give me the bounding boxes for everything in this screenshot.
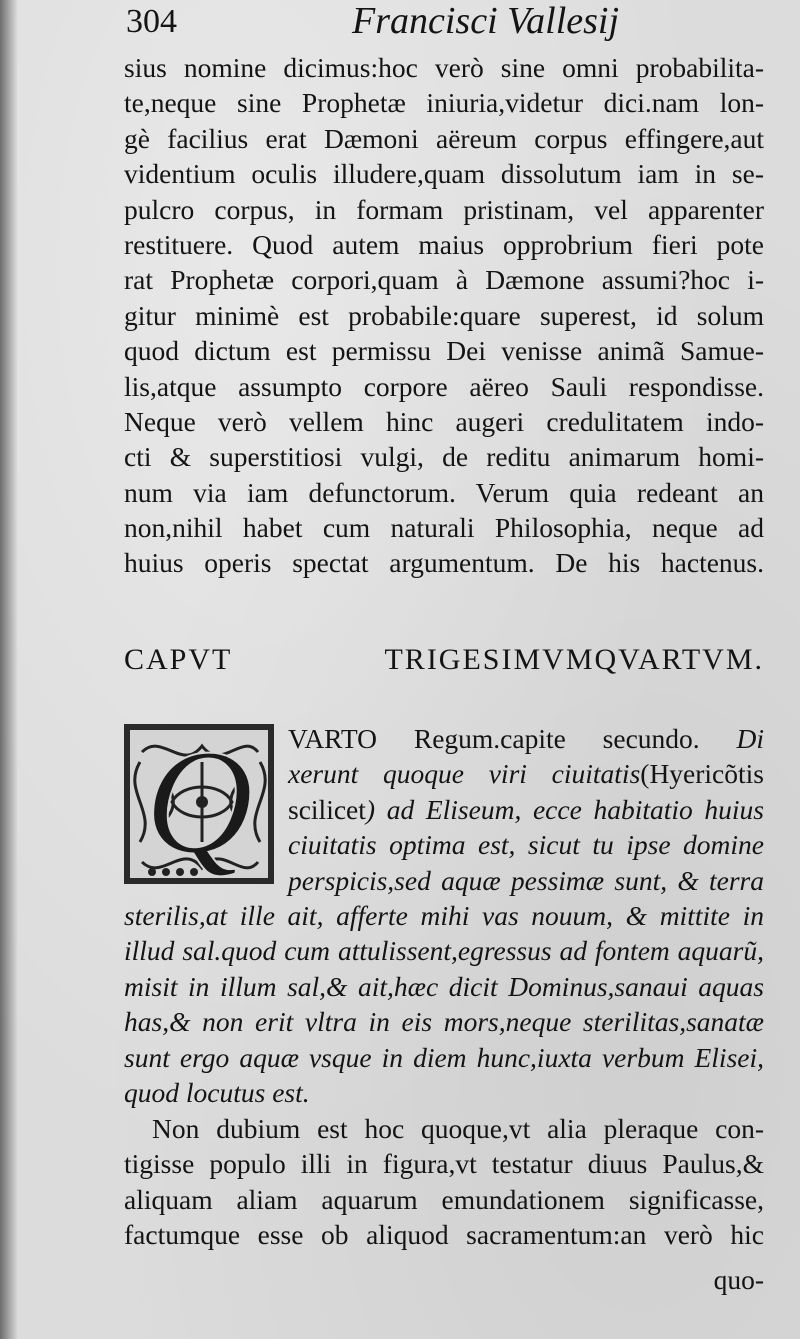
text-line: huius operis spectat argumentum. De his hactenus. [124,547,764,579]
text-line: factumque esse ob aliquod sacramentum:an verò hic [124,1219,764,1251]
text-segment: xerunt quoque viri ciuitatis [288,758,641,790]
text-block-continuation [124,50,764,581]
text-line: aliquam aliam aquarum emundationem significasse, [124,1183,764,1215]
text-line: num via iam defunctorum. Verum quia redeant an [124,476,764,508]
text-line: gitur minimè est probabile:quare superest, id solum [124,299,764,331]
text-line: gè facilius erat Dæmoni aëreum corpus effingere,aut [124,122,764,154]
text-segment: Di [736,723,764,754]
woodcut-initial-icon [122,722,282,892]
initial-letter: Q [144,722,254,885]
text-line: lis,atque assumpto corpore aëreo Sauli respondisse. [124,370,764,402]
text-line: pulcro corpus, in formam pristinam, vel apparenter [124,193,764,225]
text-line: quod dictum est permissu Dei venisse animã Samue- [124,335,764,367]
text-line: illud sal.quod cum attulissent,egressus ad fontem aquarũ, [124,935,764,967]
text-line: Non dubium est hoc quoque,vt alia pleraque con- [152,1113,764,1144]
text-line: has,& non erit vltra in eis mors,neque sterilitas,sanatæ [124,1006,764,1038]
text-line: te,neque sine Prophetæ iniuria,videtur dici.nam lon- [124,87,764,119]
text-block-scripture [124,898,764,1110]
text-segment: perspicis,sed aquæ pessimæ sunt, & terra [288,864,764,896]
text-segment: VARTO Regum.capite secundo. [288,723,737,754]
text-block-commentary [124,1111,764,1253]
text-line: quod locutus est. [124,1076,310,1108]
text-line: sius nomine dicimus:hoc verò sine omni probabilita- [124,52,764,83]
text-line: Neque verò vellem hinc augeri credulitatem indo- [124,405,764,437]
text-segment: ) ad Eliseum, ecce habitatio huius [365,793,764,825]
page-gutter-shadow [0,0,18,1339]
text-line [288,863,764,898]
running-head: Francisci Vallesij [352,0,620,42]
text-block-dropcap [288,721,764,898]
text-line: videntium oculis illudere,quam dissolutum iam in se- [124,158,764,190]
text-line: restituere. Quod autem maius opprobrium fieri pote [124,228,764,260]
decorated-initial-q [122,722,282,892]
text-line [288,721,764,756]
page-header [120,0,780,50]
text-line [288,827,764,862]
text-segment: (Hyericõtis [640,758,764,790]
chapter-title: CAPVT TRIGESIMVMQVARTVM. [124,643,764,676]
text-line: sterilis,at ille ait, afferte mihi vas nouum, & mittite in [124,900,764,931]
text-line: rat Prophetæ corpori,quam à Dæmone assumi?hoc i- [124,264,764,296]
text-line: cti & superstitiosi vulgi, de reditu animarum homi- [124,441,764,473]
text-line [288,792,764,827]
text-line: sunt ergo aquæ vsque in diem hunc,iuxta verbum Elisei, [124,1041,764,1073]
text-line [288,756,764,791]
catchword-block [124,1262,764,1297]
text-segment: ciuitatis optima est, sicut tu ipse domine [288,829,764,861]
text-segment: scilicet [288,793,366,825]
page-number: 304 [126,3,177,40]
text-line: tigisse populo illi in figura,vt testatur diuus Paulus,& [124,1148,764,1180]
catchword: quo- [713,1264,764,1295]
text-line: misit in illum sal,& ait,hæc dicit Dominus,sanaui aquas [124,970,764,1002]
text-line: non,nihil habet cum naturali Philosophia, neque ad [124,512,764,544]
